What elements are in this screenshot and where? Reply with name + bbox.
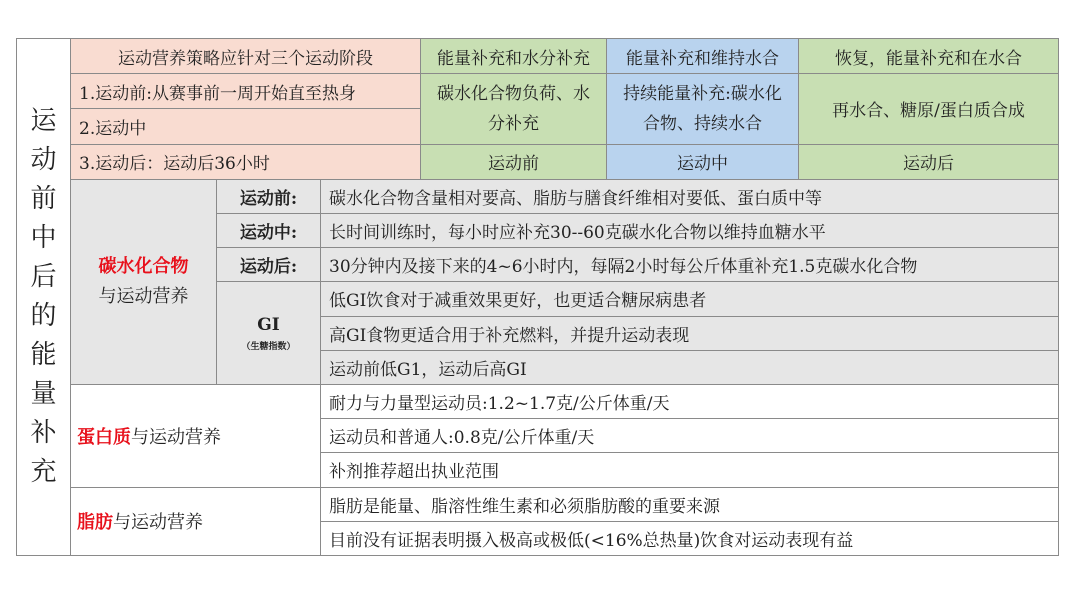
- carb-topic-red: 碳水化合物: [98, 255, 189, 277]
- fat-topic: [71, 487, 321, 556]
- protein-topic: [71, 384, 321, 487]
- side-title: [17, 39, 71, 556]
- col1-footer: 运动前: [421, 144, 607, 179]
- strategy-header: 运动营养策略应针对三个运动阶段: [71, 39, 421, 74]
- col1-header: 能量补充和水分补充: [421, 39, 607, 74]
- carb-topic: [71, 179, 217, 384]
- gi-row-1: 低GI饮食对于减重效果更好，也更适合糖尿病患者: [321, 282, 1059, 316]
- protein-row-1: 耐力与力量型运动员:1.2~1.7克/公斤体重/天: [321, 384, 1059, 418]
- fat-topic-red: 脂肪: [77, 512, 113, 534]
- gi-label: GI: [257, 314, 280, 335]
- nutrition-grid: [16, 38, 1058, 556]
- carb-text-after: 30分钟内及接下来的4~6小时内，每隔2小时每公斤体重补充1.5克碳水化合物: [321, 248, 1059, 282]
- gi-sublabel: （生糖指数）: [241, 341, 296, 352]
- carb-text-before: 碳水化合物含量相对要高、脂肪与膳食纤维相对要低、蛋白质中等: [321, 179, 1059, 213]
- col2-footer: 运动中: [607, 144, 799, 179]
- protein-row-3: 补剂推荐超出执业范围: [321, 453, 1059, 487]
- col2-header: 能量补充和维持水合: [607, 39, 799, 74]
- phase-before: 1.运动前:从赛事前一周开始直至热身: [71, 74, 421, 109]
- phase-during: 2.运动中: [71, 109, 421, 144]
- col2-body: 持续能量补充:碳水化合物、持续水合: [607, 74, 799, 144]
- carb-label-after: 运动后:: [217, 248, 321, 282]
- col1-body: 碳水化合物负荷、水分补充: [421, 74, 607, 144]
- gi-row-2: 高GI食物更适合用于补充燃料，并提升运动表现: [321, 316, 1059, 350]
- carb-label-before: 运动前:: [217, 179, 321, 213]
- gi-row-3: 运动前低G1，运动后高GI: [321, 350, 1059, 384]
- protein-topic-rest: 与运动营养: [131, 426, 221, 448]
- phase-after: 3.运动后：运动后36小时: [71, 144, 421, 179]
- fat-topic-rest: 与运动营养: [113, 512, 203, 534]
- carb-topic-rest: 与运动营养: [98, 285, 189, 307]
- col3-body: 再水合、糖原/蛋白质合成: [799, 74, 1059, 144]
- carb-text-during: 长时间训练时，每小时应补充30--60克碳水化合物以维持血糖水平: [321, 214, 1059, 248]
- protein-row-2: 运动员和普通人:0.8克/公斤体重/天: [321, 419, 1059, 453]
- col3-footer: 运动后: [799, 144, 1059, 179]
- side-title-text: 运动前中后的能量补充: [30, 106, 57, 487]
- gi-cell: [217, 282, 321, 385]
- col3-header: 恢复，能量补充和在水合: [799, 39, 1059, 74]
- fat-row-1: 脂肪是能量、脂溶性维生素和必须脂肪酸的重要来源: [321, 487, 1059, 521]
- nutrition-table: [16, 38, 1059, 556]
- protein-topic-red: 蛋白质: [77, 426, 131, 448]
- fat-row-2: 目前没有证据表明摄入极高或极低(<16%总热量)饮食对运动表现有益: [321, 521, 1059, 555]
- carb-label-during: 运动中:: [217, 214, 321, 248]
